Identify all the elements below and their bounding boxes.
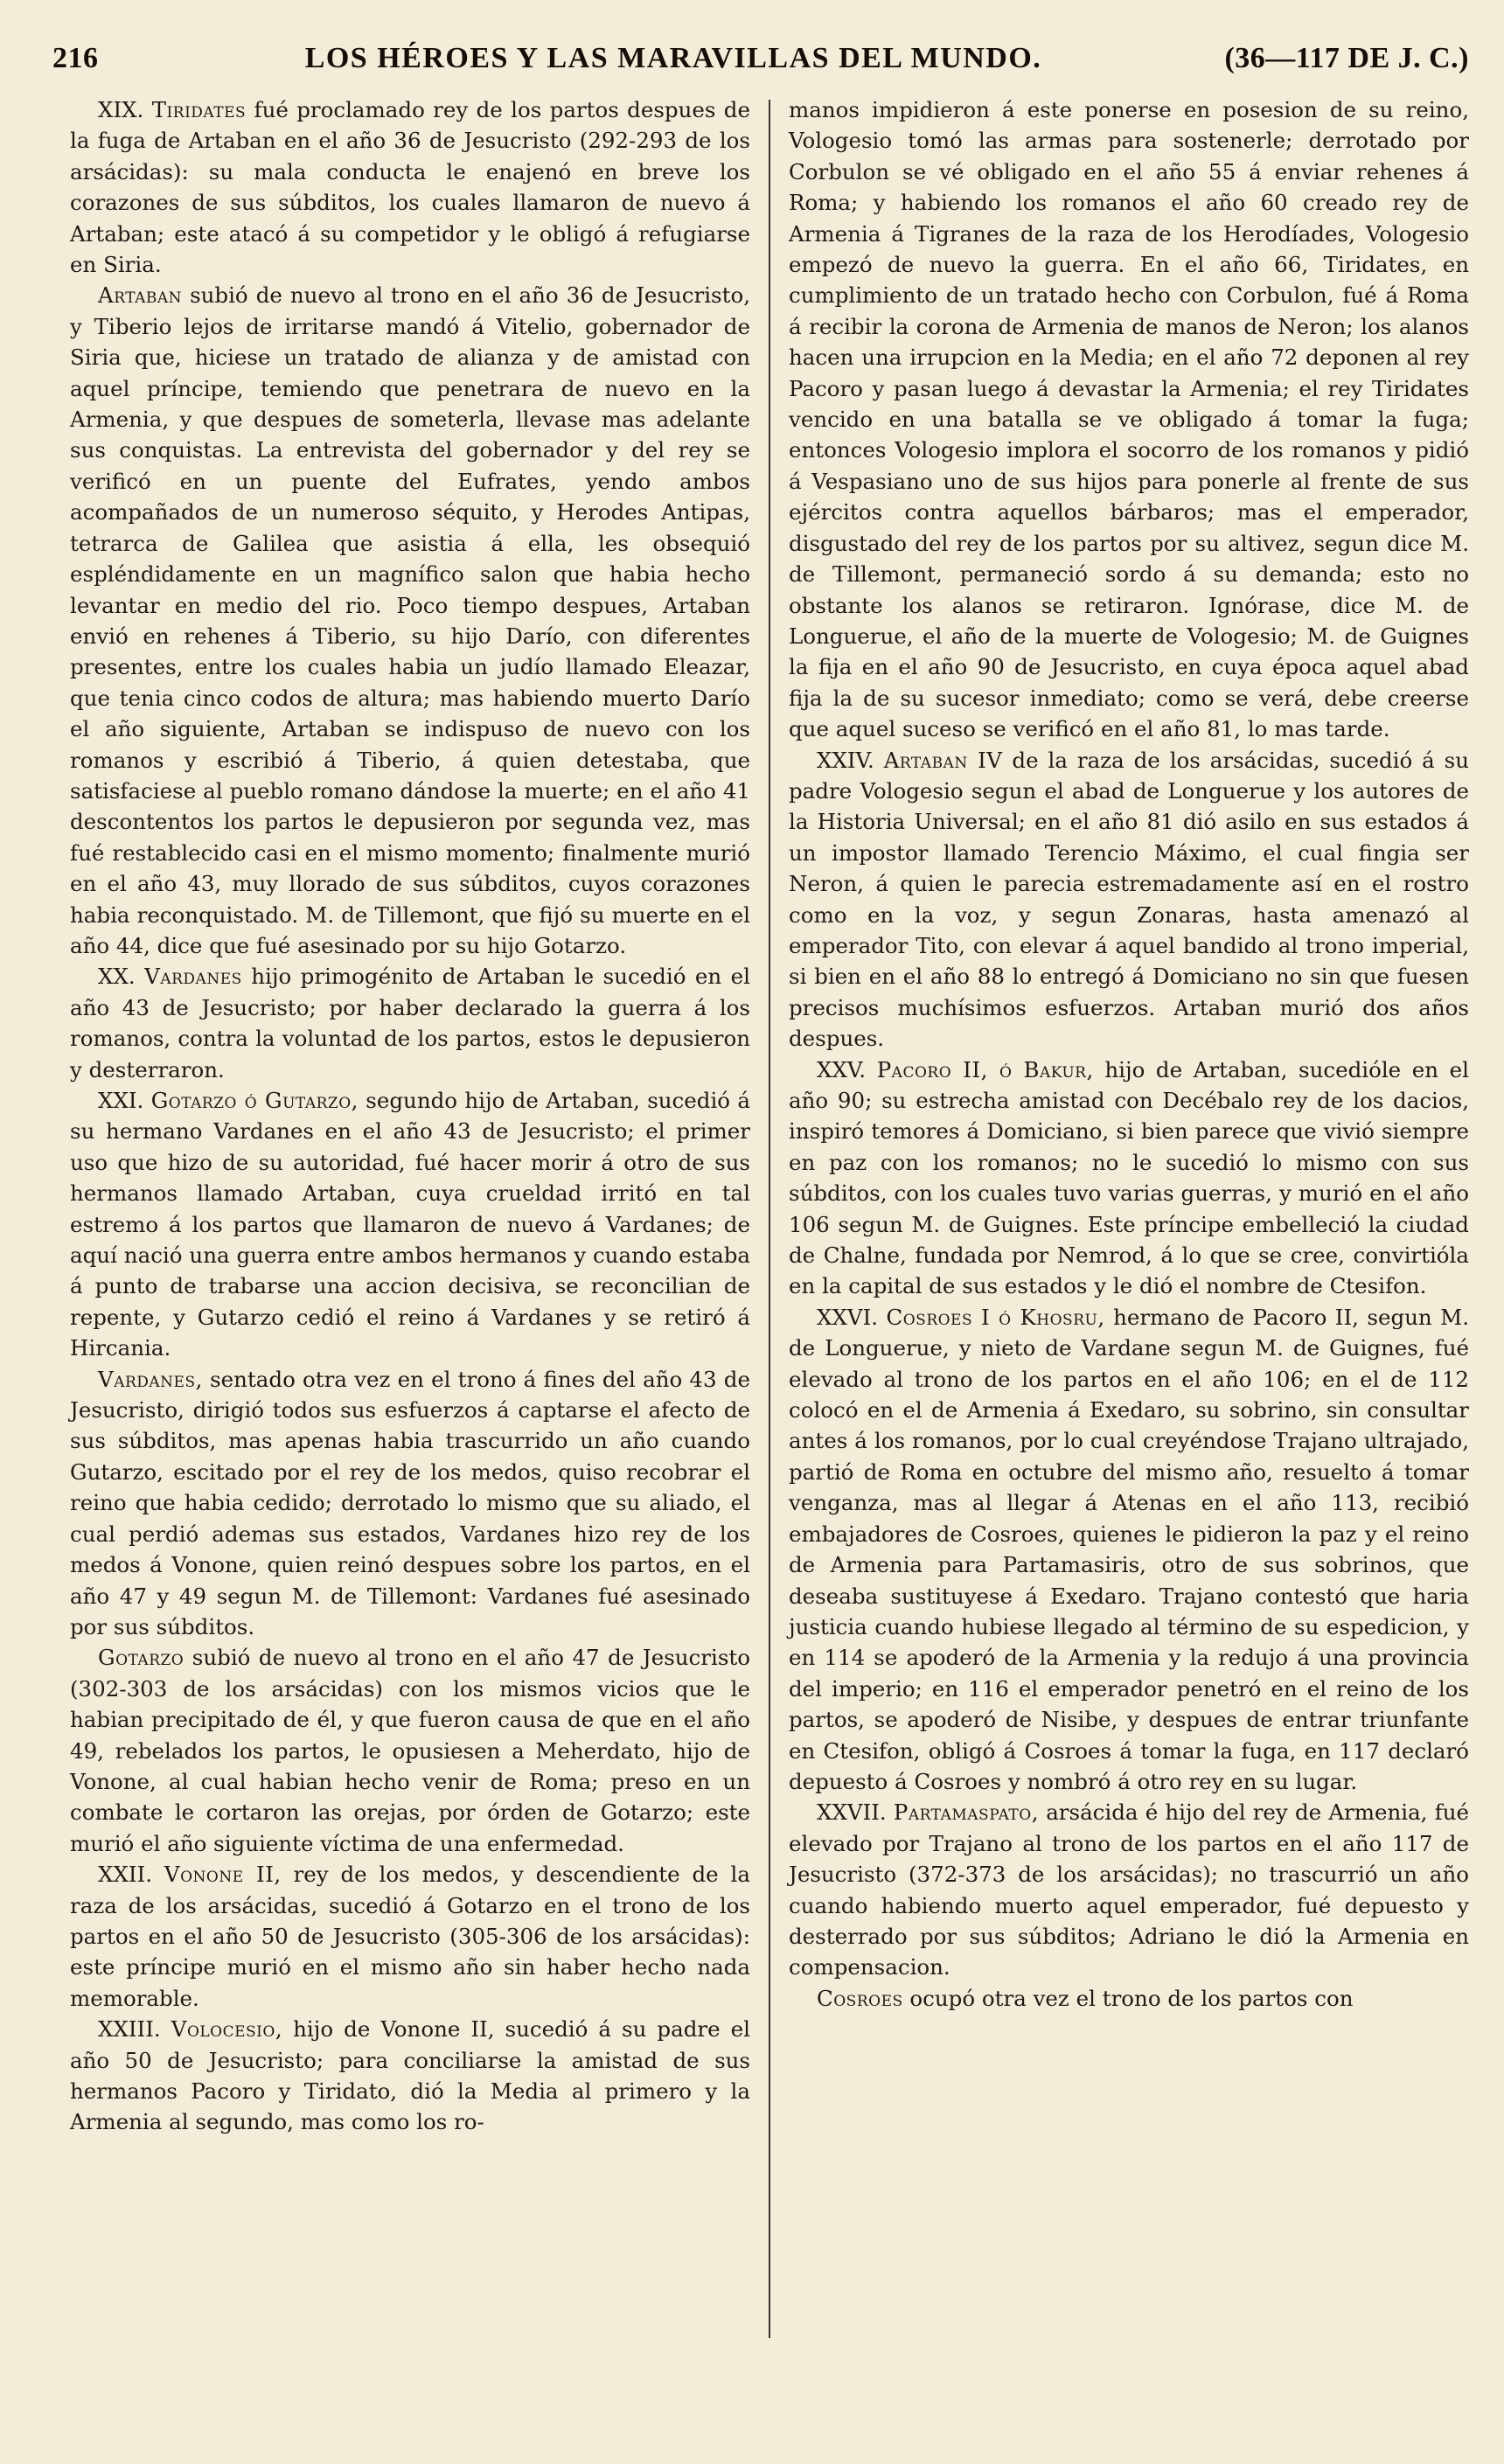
- entry-number: XXII.: [98, 1862, 153, 1888]
- ruler-name: Vardanes,: [98, 1366, 203, 1392]
- entry-number: XIX.: [98, 97, 144, 122]
- ruler-name: Artaban: [98, 282, 183, 309]
- ruler-name: Pacoro II, ó Bakur,: [876, 1056, 1094, 1082]
- paragraph-text: arsácida é hijo del rey de Armenia, fué elevado por Trajano al trono de los partos en el año 117 de Jesucristo (372-373 de los arsácidas); no trascurrió un año cuando habiendo muerto aquel emperador, fué depuesto y desterrado por sus súbditos; Adriano le dió la Armenia en compensacion.: [789, 1799, 1469, 1980]
- column-divider: [769, 100, 770, 2338]
- paragraph: [70, 961, 750, 1085]
- paragraph-text: rey de los medos, y descendiente de la raza de los arsácidas, sucedió á Gotarzo en el trono de los partos en el año 50 de Jesucristo (305-306 de los arsácidas): este príncipe murió en el mismo año sin haber hecho nada memorable.: [70, 1862, 750, 2011]
- ruler-name: Vonone II,: [164, 1862, 282, 1888]
- entry-number: XXVII.: [817, 1799, 887, 1826]
- right-column: [789, 94, 1469, 2368]
- paragraph: [70, 1859, 750, 2014]
- paragraph: [789, 1302, 1469, 1798]
- paragraph-text: sentado otra vez en el trono á fines del año 43 de Jesucristo, dirigió todos sus esfuerzos á captarse el afecto de sus súbditos, mas apenas habia trascurrido un año cuando Gutarzo, escitado por el rey de los medos, quiso recobrar el reino que habia cedido; derrotado lo mismo que su aliado, el cual perdió ademas sus estados, Vardanes hizo rey de los medos á Vonone, quien reinó despues sobre los partos, en el año 47 y 49 segun M. de Tillemont: Vardanes fué asesinado por sus súbditos.: [70, 1366, 750, 1639]
- ruler-name: Gotarzo: [98, 1645, 185, 1671]
- paragraph: [789, 1055, 1469, 1302]
- paragraph-text: de la raza de los arsácidas, sucedió á su padre Vologesio segun el abad de Longuerue y los autores de la Historia Universal; en el año 81 dió asilo en sus estados á un impostor llamado Terencio Máximo, el cual fingia ser Neron, á quien le parecia estremadamente así en el rostro como en la voz, y segun Zonaras, hasta amenazó al emperador Tito, con elevar á aquel bandido al trono imperial, si bien en el año 88 lo entregó á Domiciano no sin que fuesen precisos muchísimos esfuerzos. Artaban murió dos años despues.: [789, 747, 1470, 1052]
- paragraph: [70, 1085, 750, 1364]
- paragraph-text: subió de nuevo al trono en el año 36 de Jesucristo, y Tiberio lejos de irritarse mandó á Vitelio, gobernador de Siria que, hiciese un tratado de alianza y de amistad con aquel príncipe, temiendo que penetrara de nuevo en la Armenia, y que despues de someterla, llevase mas adelante sus conquistas. La entrevista del gobernador y del rey se verificó en un puente del Eufrates, yendo ambos acompañados de un numeroso séquito, y Herodes Antipas, tetrarca de Galilea que asistia á ella, les obsequió espléndidamente en un magnífico salon que habia hecho levantar en medio del rio. Poco tiempo despues, Artaban envió en rehenes á Tiberio, su hijo Darío, con diferentes presentes, entre los cuales habia un judío llamado Eleazar, que tenia cinco codos de altura; mas habiendo muerto Darío el año siguiente, Artaban se indispuso de nuevo con los romanos y escribió á Tiberio, á quien detestaba, que satisfaciese al pueblo romano dándose la muerte; en el año 41 descontentos los partos le depusieron por segunda vez, mas fué restablecido casi en el mismo momento; finalmente murió en el año 43, muy llorado de sus súbditos, cuyos corazones habia reconquistado. M. de Tillemont, que fijó su muerte en el año 44, dice que fué asesinado por su hijo Gotarzo.: [70, 282, 750, 958]
- ruler-name: Gotarzo ó Gutarzo,: [150, 1088, 359, 1113]
- entry-number: XXIII.: [98, 2016, 161, 2043]
- paragraph: [789, 1797, 1469, 1982]
- book-title: LOS HÉROES Y LAS MARAVILLAS DEL MUNDO.: [304, 42, 1042, 74]
- date-range: (36—117 DE J. C.): [1224, 42, 1469, 74]
- paragraph: [789, 94, 1469, 745]
- paragraph-text: fué proclamado rey de los partos despues de la fuga de Artaban en el año 36 de Jesucristo (292-293 de los arsácidas): su mala conducta le enajenó en breve los corazones de sus súbditos, los cuales llamaron de nuevo á Artaban; este atacó á su competidor y le obligó á refugiarse en Siria.: [70, 97, 750, 278]
- paragraph: [70, 94, 750, 280]
- paragraph-text: segundo hijo de Artaban, sucedió á su hermano Vardanes en el año 43 de Jesucristo; el primer uso que hizo de su autoridad, fué hacer morir á otro de sus hermanos llamado Artaban, cuya crueldad irritó en tal estremo á los partos que llamaron de nuevo á Vardanes; de aquí nació una guerra entre ambos hermanos y cuando estaba á punto de trabarse una accion decisiva, se reconcilian de repente, y Gutarzo cedió el reino á Vardanes y se retiró á Hircania.: [70, 1088, 750, 1361]
- paragraph-text: hermano de Pacoro II, segun M. de Longuerue, y nieto de Vardane segun M. de Guignes, fué elevado al trono de los partos en el año 106; en el de 112 colocó en el de Armenia á Exedaro, su sobrino, sin consultar antes á los romanos, por lo cual creyéndose Trajano ultrajado, partió de Roma en octubre del mismo año, resuelto á tomar venganza, mas al llegar á Atenas en el año 113, recibió embajadores de Cosroes, quienes le pidieron la paz y el reino de Armenia para Partamasiris, otro de sus sobrinos, que deseaba sustituyese á Exedaro. Trajano contestó que haria justicia cuando hubiese llegado al término de su espedicion, y en 114 se apoderó de la Armenia y la redujo á una provincia del imperio; en 116 el emperador penetró en el reino de los partos, se apoderó de Nisibe, y despues de entrar triunfante en Ctesifon, obligó á Cosroes á tomar la fuga, en 117 declaró depuesto á Cosroes y nombró á otro rey en su lugar.: [789, 1304, 1469, 1794]
- paragraph-text: ocupó otra vez el trono de los partos con: [909, 1985, 1354, 2011]
- ruler-name: Cosroes I ó Khosru,: [886, 1304, 1105, 1330]
- paragraph: [70, 1642, 750, 1859]
- paragraph: [70, 1364, 750, 1643]
- ruler-name: Vardanes: [144, 964, 242, 990]
- paragraph-text: hijo de Artaban, sucedióle en el año 90; su estrecha amistad con Decébalo rey de los dacios, inspiró temores á Domiciano, si bien parece que vivió siempre en paz con los romanos; no le sucedió lo mismo con sus súbditos, con los cuales tuvo varias guerras, y murió en el año 106 segun M. de Guignes. Este príncipe embelleció la ciudad de Chalne, fundada por Nemrod, á lo que se cree, convirtióla en la capital de sus estados y le dió el nombre de Ctesifon.: [789, 1056, 1469, 1299]
- running-header: [52, 35, 1469, 82]
- left-column: [70, 94, 750, 2368]
- ruler-name: Volocesio,: [171, 2016, 283, 2043]
- paragraph: [789, 745, 1469, 1055]
- paragraph-text: hijo primogénito de Artaban le sucedió en el año 43 de Jesucristo; por haber declarado la guerra á los romanos, contra la voluntad de los partos, estos le depusieron y desterraron.: [70, 964, 751, 1082]
- entry-number: XXV.: [817, 1056, 867, 1082]
- paragraph: [70, 280, 750, 961]
- paragraph-text: subió de nuevo al trono en el año 47 de Jesucristo (302-303 de los arsácidas) con los mismos vicios que le habian precipitado de él, y que fueron causa de que en el año 49, rebelados los partos, le opusiesen a Meherdato, hijo de Vonone, al cual habian hecho venir de Roma; preso en un combate le cortaron las orejas, por órden de Gotarzo; este murió el año siguiente víctima de una enfermedad.: [70, 1645, 750, 1856]
- page-number: 216: [52, 42, 99, 74]
- ruler-name: Artaban IV: [883, 747, 1003, 773]
- paragraph: [70, 2014, 750, 2138]
- paragraph-text: manos impidieron á este ponerse en posesion de su reino, Vologesio tomó las armas para sostenerle; derrotado por Corbulon se vé obligado en el año 55 á enviar rehenes á Roma; y habiendo los romanos el año 60 creado rey de Armenia á Tigranes de la raza de los Herodíades, Vologesio empezó de nuevo la guerra. En el año 66, Tiridates, en cumplimiento de un tratado hecho con Corbulon, fué á Roma á recibir la corona de Armenia de manos de Neron; los alanos hacen una irrupcion en la Media; en el año 72 deponen al rey Pacoro y pasan luego á devastar la Armenia; el rey Tiridates vencido en una batalla se ve obligado á tomar la fuga; entonces Vologesio implora el socorro de los romanos y pidió á Vespasiano uno de sus hijos para ponerle al frente de sus ejércitos contra aquellos bárbaros; mas el emperador, disgustado del rey de los partos por su altivez, segun dice M. de Tillemont, permaneció sordo á su demanda; esto no obstante los alanos se retiraron. Ignórase, dice M. de Longuerue, el año de la muerte de Vologesio; M. de Guignes la fija en el año 90 de Jesucristo, en cuya época aquel abad fija la de su sucesor inmediato; como se verá, debe creerse que aquel suceso se verificó en el año 81, lo mas tarde.: [789, 97, 1469, 742]
- entry-number: XX.: [98, 964, 136, 990]
- ruler-name: Cosroes: [817, 1985, 903, 2011]
- entry-number: XXIV.: [817, 747, 874, 773]
- ruler-name: Partamaspato,: [893, 1799, 1039, 1826]
- paragraph-text: hijo de Vonone II, sucedió á su padre el año 50 de Jesucristo; para conciliarse la amistad de sus hermanos Pacoro y Tiridato, dió la Media al primero y la Armenia al segundo, mas como los ro-: [70, 2016, 750, 2135]
- entry-number: XXI.: [98, 1088, 144, 1113]
- entry-number: XXVI.: [817, 1304, 879, 1330]
- ruler-name: Tiridates: [151, 97, 247, 122]
- paragraph: [789, 1983, 1469, 2014]
- text-columns: [70, 94, 1469, 2368]
